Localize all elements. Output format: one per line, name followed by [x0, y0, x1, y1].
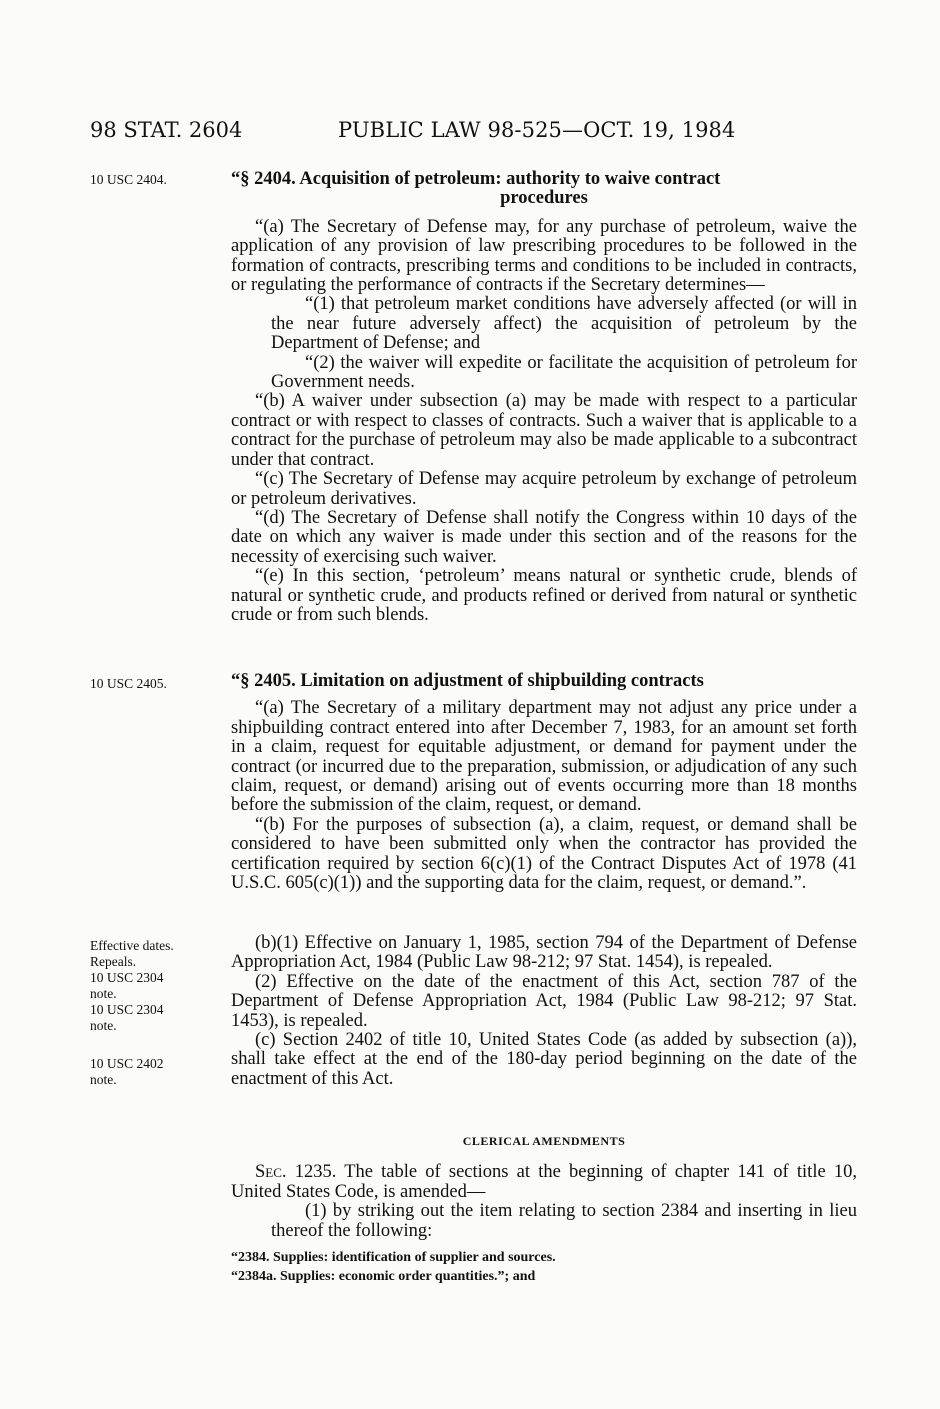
- margin-line: 10 USC 2402: [90, 1056, 164, 1071]
- paragraph-2404-d: “(d) The Secretary of Defense shall notify the Congress within 10 days of the date on which any waiver is made under this section and of the reasons for the necessity of exercising such waiver.: [231, 507, 857, 567]
- section-2404-heading: “§ 2404. Acquisition of petroleum: authority to waive contract: [231, 169, 721, 189]
- paragraph-effective-b2: (2) Effective on the date of the enactment of this Act, section 787 of the Department of Defense Appropriation Act, 1984 (Public Law 98-212; 97 Stat. 1453), is repealed.: [231, 971, 857, 1031]
- effective-dates: [231, 934, 857, 1089]
- table-entry: “2384. Supplies: identification of supplier and sources.: [231, 1250, 556, 1266]
- clerical-amendments: [231, 1132, 857, 1286]
- paragraph-item-1: (1) by striking out the item relating to section 2384 and inserting in lieu thereof the following:: [271, 1201, 857, 1241]
- margin-note-2405: 10 USC 2405.: [90, 676, 167, 691]
- margin-line: Repeals.: [90, 954, 137, 969]
- paragraph-effective-b1: (b)(1) Effective on January 1, 1985, section 794 of the Department of Defense Appropriation Act, 1984 (Public Law 98-212; 97 Stat. 1454), is repealed.: [231, 933, 857, 973]
- sec-label: Sec.: [255, 1162, 287, 1183]
- public-law-title: PUBLIC LAW 98-525—OCT. 19, 1984: [338, 118, 736, 142]
- margin-line: note.: [90, 986, 117, 1001]
- margin-line: 10 USC 2304: [90, 1002, 164, 1017]
- paragraph-2404-a: “(a) The Secretary of Defense may, for any purchase of petroleum, waive the application of any provision of law prescribing procedures to be followed in the formation of contracts, prescribing terms and conditions to be included in contracts, or regulating the performance of contracts if the Secretary determines—: [231, 216, 857, 296]
- table-of-sections-insert: [231, 1248, 857, 1286]
- paragraph-2404-a1: “(1) that petroleum market conditions have adversely affected (or will in the near future adversely affect) the acquisition of petroleum by the Department of Defense; and: [271, 294, 857, 354]
- paragraph-2404-a2: “(2) the waiver will expedite or facilitate the acquisition of petroleum for Government needs.: [271, 352, 857, 393]
- margin-line: note.: [90, 1072, 117, 1087]
- paragraph-2404-e: “(e) In this section, ‘petroleum’ means natural or synthetic crude, blends of natural or synthetic crude, and products refined or derived from natural or synthetic crude or from such blends.: [231, 566, 857, 625]
- margin-line: Effective dates.: [90, 938, 174, 953]
- paragraph-effective-c: (c) Section 2402 of title 10, United States Code (as added by subsection (a)), shall take effect at the end of the 180-day period beginning on the date of the enactment of this Act.: [231, 1030, 857, 1089]
- clerical-heading: CLERICAL AMENDMENTS: [462, 1134, 626, 1148]
- margin-line: note.: [90, 1018, 117, 1033]
- table-entry: “2384a. Supplies: economic order quantities.”; and: [231, 1269, 536, 1285]
- margin-line: 10 USC 2304: [90, 970, 164, 985]
- margin-note-effective-dates: [90, 938, 210, 1034]
- sec-1235-text: 1235. The table of sections at the beginning of chapter 141 of title 10, United States Code, is amended—: [231, 1162, 857, 1202]
- paragraph-sec-1235: [231, 1163, 857, 1202]
- statute-page-number: 98 STAT. 2604: [90, 118, 243, 142]
- margin-note-2402: [90, 1056, 210, 1088]
- section-2404: [231, 170, 857, 625]
- section-2405: [231, 672, 857, 893]
- paragraph-2404-b: “(b) A waiver under subsection (a) may be made with respect to a particular contract or with respect to classes of contracts. Such a waiver that is applicable to a contract for the purchase of petroleum may also be made applicable to a subcontract under that contract.: [231, 391, 857, 470]
- section-2405-heading: “§ 2405. Limitation on adjustment of shipbuilding contracts: [231, 671, 704, 691]
- page-header: [90, 118, 870, 148]
- paragraph-2405-b: “(b) For the purposes of subsection (a), a claim, request, or demand shall be considered to have been submitted only when the contractor has provided the certification required by section 6(c)(1) of the Contract Disputes Act of 1978 (41 U.S.C. 605(c)(1)) and the supporting data for the claim, request, or demand.”.: [231, 814, 857, 894]
- margin-note-2404: 10 USC 2404.: [90, 172, 167, 187]
- paragraph-2404-c: “(c) The Secretary of Defense may acquire petroleum by exchange of petroleum or petroleum derivatives.: [231, 469, 857, 509]
- paragraph-2405-a: “(a) The Secretary of a military department may not adjust any price under a shipbuilding contract entered into after December 7, 1983, for an amount set forth in a claim, request for equitable adjustment, or demand for payment under the contract (or incurred due to the preparation, submission, or adjudication of any such claim, request, or demand) arising out of events occurring more than 18 months before the submission of the claim, request, or demand.: [231, 698, 857, 816]
- section-2404-heading-cont: procedures: [500, 188, 588, 209]
